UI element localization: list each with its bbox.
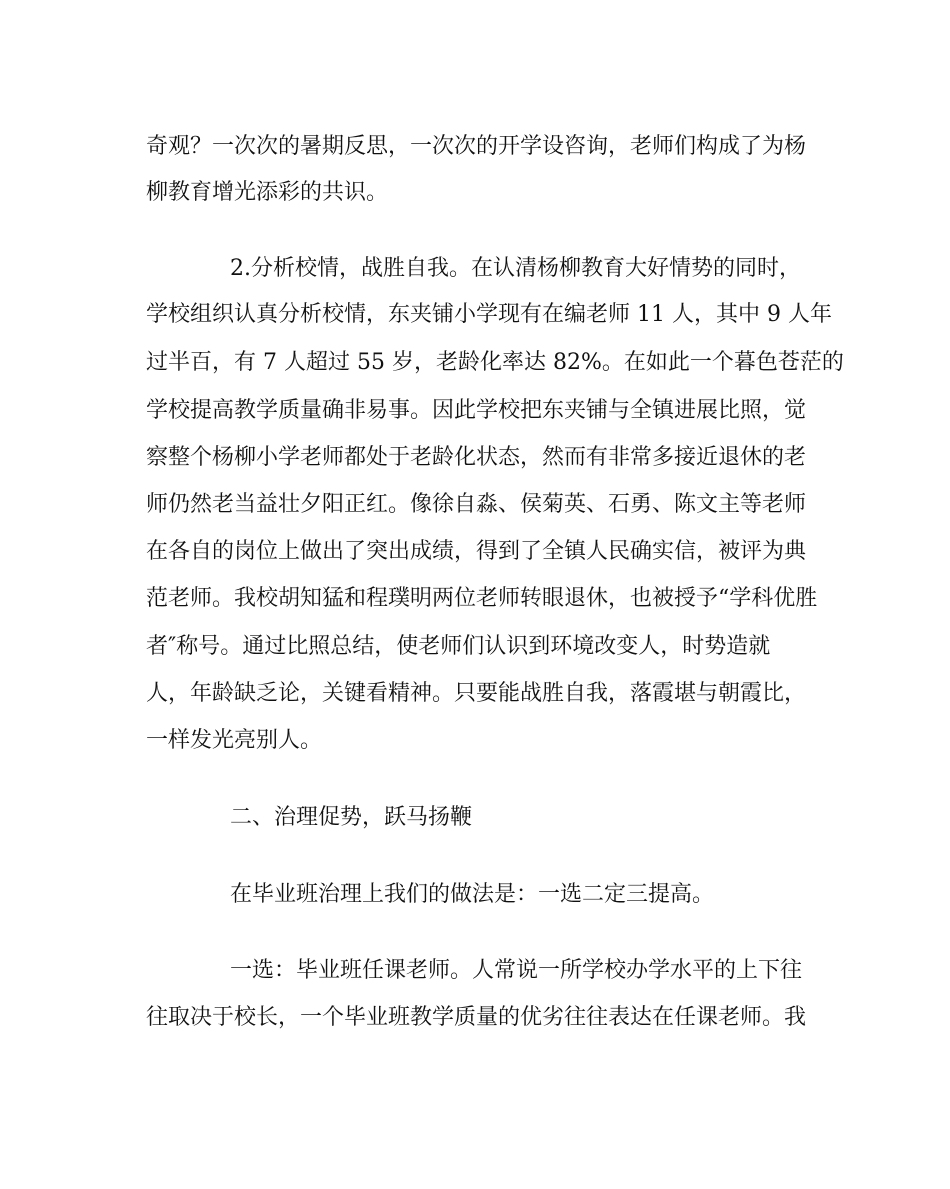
paragraph-line: 2.分析校情，战胜自我。在认清杨柳教育大好情势的同时， bbox=[230, 256, 801, 281]
paragraph-line: 奇观？一次次的暑期反思，一次次的开学设咨询，老师们构成了为杨 bbox=[146, 134, 807, 159]
paragraph-line: 过半百，有 7 人超过 55 岁，老龄化率达 82%。在如此一个暮色苍茫的 bbox=[146, 350, 844, 375]
paragraph-line: 学校组织认真分析校情，东夹铺小学现有在编老师 11 人，其中 9 人年 bbox=[146, 302, 832, 327]
paragraph-line: 人，年龄缺乏论，关键看精神。只要能战胜自我，落霞堪与朝霞比， bbox=[146, 681, 807, 706]
paragraph-line: 往取决于校长，一个毕业班教学质量的优劣往往表达在任课老师。我 bbox=[146, 1005, 807, 1030]
paragraph-line: 在毕业班治理上我们的做法是：一选二定三提高。 bbox=[230, 882, 715, 907]
section-heading: 二、治理促势，跃马扬鞭 bbox=[230, 805, 473, 830]
paragraph-line: 范老师。我校胡知猛和程璞明两位老师转眼退休，也被授予“学科优胜 bbox=[146, 586, 818, 611]
paragraph-line: 学校提高教学质量确非易事。因此学校把东夹铺与全镇进展比照，觉 bbox=[146, 398, 807, 423]
paragraph-line: 柳教育增光添彩的共识。 bbox=[146, 180, 389, 205]
paragraph-line: 一样发光亮别人。 bbox=[146, 728, 323, 753]
paragraph-line: 在各自的岗位上做出了突出成绩，得到了全镇人民确实信，被评为典 bbox=[146, 539, 807, 564]
paragraph-line: 一选：毕业班任课老师。人常说一所学校办学水平的上下往 bbox=[230, 958, 803, 983]
paragraph-line: 师仍然老当益壮夕阳正红。像徐自淼、侯菊英、石勇、陈文主等老师 bbox=[146, 492, 807, 517]
paragraph-line: 者″称号。通过比照总结，使老师们认识到环境改变人，时势造就 bbox=[146, 634, 771, 659]
paragraph-line: 察整个杨柳小学老师都处于老龄化状态，然而有非常多接近退休的老 bbox=[146, 445, 807, 470]
